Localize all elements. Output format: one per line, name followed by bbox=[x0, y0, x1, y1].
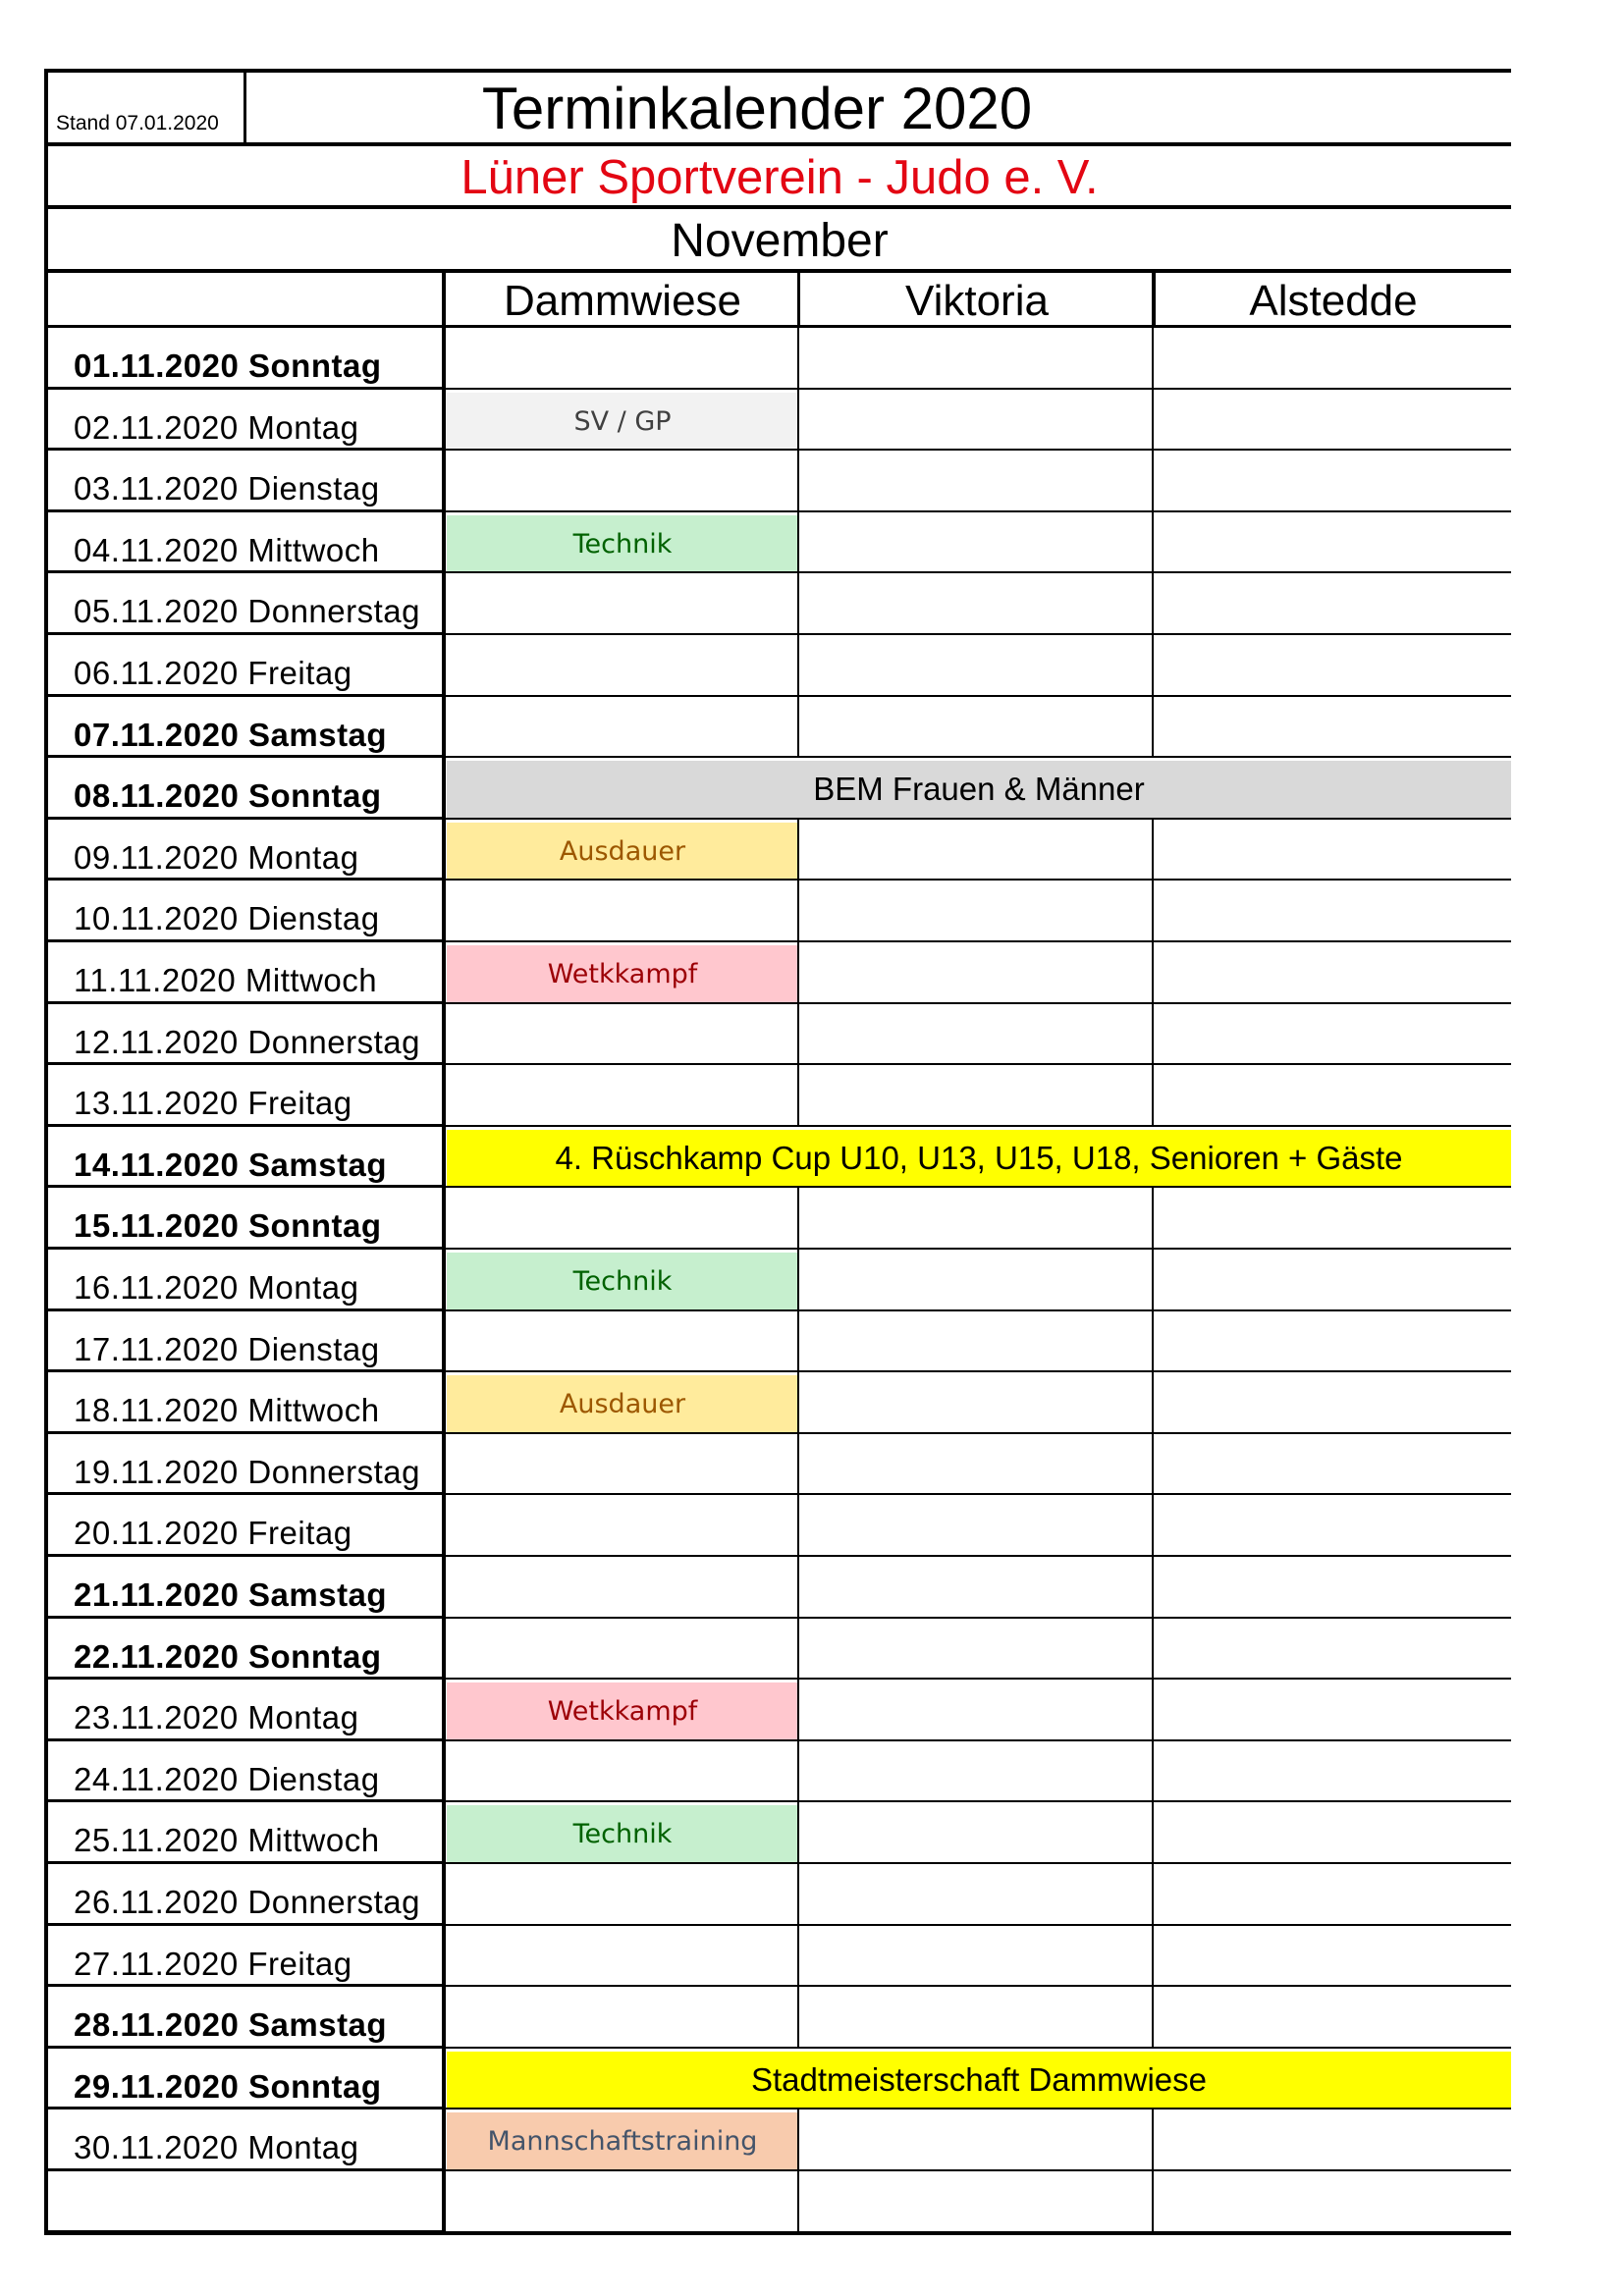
grid-hline bbox=[44, 570, 444, 573]
grid-hline bbox=[44, 1185, 444, 1188]
grid-vline bbox=[1152, 1926, 1154, 1988]
grid-vline bbox=[1152, 1434, 1154, 1496]
day-weekday: Dienstag bbox=[238, 470, 380, 507]
day-weekday: Dienstag bbox=[238, 1330, 380, 1367]
grid-vline bbox=[1152, 1065, 1154, 1127]
grid-vline bbox=[797, 1619, 799, 1681]
day-weekday: Montag bbox=[238, 1699, 359, 1736]
day-date: 27.11.2020 bbox=[74, 1945, 239, 1982]
month-title: November bbox=[671, 215, 889, 267]
grid-hline bbox=[44, 1554, 444, 1557]
day-date: 08.11.2020 bbox=[74, 777, 240, 815]
column-header-alstedde: Alstedde bbox=[1249, 277, 1418, 325]
day-label bbox=[48, 1065, 441, 1126]
day-label bbox=[48, 942, 441, 1003]
day-weekday: Freitag bbox=[238, 1515, 352, 1552]
day-label bbox=[48, 1619, 441, 1680]
grid-vline bbox=[797, 942, 799, 1004]
grid-vline bbox=[1152, 451, 1154, 512]
day-weekday: Donnerstag bbox=[238, 1453, 420, 1490]
day-date: 21.11.2020 bbox=[74, 1576, 240, 1613]
title-row bbox=[44, 69, 1511, 143]
day-weekday: Dienstag bbox=[238, 900, 380, 937]
day-weekday: Donnerstag bbox=[238, 1884, 420, 1920]
grid-vline bbox=[797, 328, 799, 390]
grid-vline bbox=[797, 271, 800, 328]
grid-hline bbox=[44, 2230, 444, 2235]
day-date: 29.11.2020 bbox=[74, 2067, 240, 2105]
grid-vline bbox=[797, 1864, 799, 1926]
day-date: 10.11.2020 bbox=[74, 900, 239, 937]
day-weekday: Donnerstag bbox=[238, 1023, 420, 1060]
event-wettkampf: Wetkkampf bbox=[447, 1682, 798, 1740]
event-technik: Technik bbox=[447, 1805, 798, 1863]
grid-hline bbox=[44, 1738, 444, 1741]
day-label bbox=[48, 1188, 441, 1249]
grid-vline bbox=[442, 271, 446, 2235]
grid-vline bbox=[1152, 1987, 1154, 2049]
grid-hline bbox=[44, 205, 1511, 209]
event-highlight: 4. Rüschkamp Cup U10, U13, U15, U18, Senioren + Gäste bbox=[447, 1130, 1511, 1188]
day-date: 05.11.2020 bbox=[74, 593, 239, 630]
column-header-viktoria: Viktoria bbox=[905, 277, 1049, 325]
grid-hline bbox=[44, 1923, 444, 1926]
day-weekday: Mittwoch bbox=[238, 1392, 380, 1429]
day-date: 03.11.2020 bbox=[74, 470, 239, 507]
day-weekday: Donnerstag bbox=[238, 593, 420, 630]
day-weekday: Sonntag bbox=[239, 347, 382, 384]
grid-hline bbox=[44, 1062, 444, 1065]
grid-hline bbox=[44, 1677, 444, 1680]
day-weekday: Mittwoch bbox=[238, 531, 380, 568]
event-technik: Technik bbox=[447, 1253, 798, 1310]
grid-vline bbox=[1152, 1250, 1154, 1311]
grid-hline bbox=[44, 142, 1511, 146]
day-label bbox=[48, 1127, 441, 1188]
day-label bbox=[48, 881, 441, 941]
day-weekday: Montag bbox=[238, 838, 359, 876]
grid-vline bbox=[1152, 271, 1156, 328]
grid-vline bbox=[797, 390, 799, 452]
grid-hline bbox=[44, 2107, 444, 2109]
grid-hline bbox=[44, 1861, 444, 1864]
day-date: 20.11.2020 bbox=[74, 1515, 239, 1552]
grid-vline bbox=[797, 573, 799, 635]
day-weekday: Samstag bbox=[239, 716, 388, 753]
grid-hline bbox=[44, 1247, 444, 1250]
day-weekday: Montag bbox=[238, 2129, 359, 2166]
grid-vline bbox=[1152, 2171, 1154, 2233]
grid-vline bbox=[1152, 573, 1154, 635]
day-label bbox=[48, 820, 441, 881]
day-date: 24.11.2020 bbox=[74, 1760, 239, 1797]
grid-hline bbox=[44, 2168, 444, 2171]
day-date: 12.11.2020 bbox=[74, 1023, 239, 1060]
grid-vline bbox=[797, 635, 799, 697]
grid-vline bbox=[797, 1741, 799, 1803]
grid-vline bbox=[1152, 820, 1154, 881]
day-label bbox=[48, 1557, 441, 1618]
stand-date: Stand 07.01.2020 bbox=[48, 69, 246, 143]
day-date: 18.11.2020 bbox=[74, 1392, 239, 1429]
grid-hline bbox=[44, 1124, 444, 1127]
grid-hline bbox=[44, 755, 444, 758]
grid-hline bbox=[44, 632, 444, 635]
day-date: 28.11.2020 bbox=[74, 2006, 240, 2044]
grid-vline bbox=[797, 2109, 799, 2171]
day-date: 17.11.2020 bbox=[74, 1330, 239, 1367]
grid-hline bbox=[44, 939, 444, 942]
event-highlight: Stadtmeisterschaft Dammwiese bbox=[447, 2052, 1511, 2109]
grid-hline bbox=[44, 878, 444, 881]
day-label bbox=[48, 635, 441, 696]
grid-hline bbox=[44, 1799, 444, 1802]
grid-vline bbox=[797, 451, 799, 512]
grid-vline bbox=[797, 1926, 799, 1988]
grid-vline bbox=[1152, 1864, 1154, 1926]
day-label bbox=[48, 390, 441, 451]
grid-hline bbox=[44, 1001, 444, 1004]
day-label bbox=[48, 697, 441, 758]
grid-hline bbox=[44, 2046, 444, 2049]
day-label bbox=[48, 1372, 441, 1433]
grid-vline bbox=[1152, 1680, 1154, 1741]
day-label bbox=[48, 1864, 441, 1925]
event-ausdauer: Ausdauer bbox=[447, 1375, 798, 1433]
grid-vline bbox=[1152, 635, 1154, 697]
grid-vline bbox=[797, 1188, 799, 1250]
day-weekday: Sonntag bbox=[239, 1637, 382, 1675]
grid-vline bbox=[1152, 328, 1154, 390]
grid-hline bbox=[44, 1308, 444, 1311]
day-date: 01.11.2020 bbox=[74, 347, 240, 384]
grid-vline bbox=[1152, 881, 1154, 942]
grid-hline bbox=[44, 448, 444, 451]
day-date: 14.11.2020 bbox=[74, 1146, 240, 1183]
event-mannschaft: Mannschaftstraining bbox=[447, 2112, 798, 2170]
day-weekday: Dienstag bbox=[238, 1760, 380, 1797]
club-name: Lüner Sportverein - Judo e. V. bbox=[460, 151, 1099, 204]
day-label bbox=[48, 1741, 441, 1802]
grid-vline bbox=[1152, 942, 1154, 1004]
grid-hline bbox=[44, 1616, 444, 1619]
day-date: 06.11.2020 bbox=[74, 655, 239, 691]
grid-vline bbox=[797, 881, 799, 942]
day-weekday: Mittwoch bbox=[238, 1822, 380, 1859]
grid-hline bbox=[44, 325, 1511, 328]
day-date: 26.11.2020 bbox=[74, 1884, 239, 1920]
day-date: 02.11.2020 bbox=[74, 408, 239, 446]
day-weekday: Samstag bbox=[239, 1576, 388, 1613]
day-date: 15.11.2020 bbox=[74, 1207, 240, 1245]
day-weekday: Freitag bbox=[238, 1085, 352, 1122]
day-date: 30.11.2020 bbox=[74, 2129, 239, 2166]
day-label bbox=[48, 573, 441, 634]
day-label bbox=[48, 2109, 441, 2170]
day-date: 07.11.2020 bbox=[74, 716, 240, 753]
grid-vline bbox=[797, 1065, 799, 1127]
day-weekday: Sonntag bbox=[239, 777, 382, 815]
day-label bbox=[48, 1926, 441, 1987]
day-label bbox=[48, 758, 441, 819]
day-weekday: Samstag bbox=[239, 2006, 388, 2044]
day-label bbox=[48, 451, 441, 511]
grid-vline bbox=[797, 1802, 799, 1864]
page-title: Terminkalender 2020 bbox=[481, 76, 1033, 141]
grid-vline bbox=[1152, 512, 1154, 574]
grid-vline bbox=[797, 1311, 799, 1373]
day-weekday: Sonntag bbox=[239, 1207, 382, 1245]
grid-hline bbox=[44, 1431, 444, 1434]
grid-vline bbox=[1152, 1188, 1154, 1250]
day-label bbox=[48, 1987, 441, 2048]
event-bem: BEM Frauen & Männer bbox=[447, 761, 1511, 819]
grid-hline bbox=[44, 509, 444, 512]
event-wettkampf: Wetkkampf bbox=[447, 945, 798, 1003]
grid-vline bbox=[1152, 1495, 1154, 1557]
grid-vline bbox=[1152, 1802, 1154, 1864]
column-header-dammwiese: Dammwiese bbox=[503, 277, 742, 325]
grid-vline bbox=[797, 820, 799, 881]
day-date: 19.11.2020 bbox=[74, 1453, 239, 1490]
grid-vline bbox=[1152, 390, 1154, 452]
grid-hline bbox=[44, 69, 1511, 73]
grid-vline bbox=[797, 1250, 799, 1311]
day-weekday: Sonntag bbox=[239, 2067, 382, 2105]
grid-hline bbox=[44, 1984, 444, 1987]
grid-vline bbox=[1152, 2109, 1154, 2171]
grid-vline bbox=[797, 697, 799, 759]
day-weekday: Montag bbox=[238, 1269, 359, 1306]
day-label bbox=[48, 1434, 441, 1495]
grid-vline bbox=[797, 1372, 799, 1434]
day-label bbox=[48, 1495, 441, 1556]
grid-vline bbox=[797, 512, 799, 574]
day-label bbox=[48, 1250, 441, 1310]
grid-vline bbox=[1152, 1741, 1154, 1803]
day-label bbox=[48, 1004, 441, 1065]
event-technik: Technik bbox=[447, 515, 798, 573]
day-label bbox=[48, 1311, 441, 1372]
grid-vline bbox=[797, 1495, 799, 1557]
day-label bbox=[48, 328, 441, 389]
grid-vline bbox=[797, 1004, 799, 1066]
day-date: 25.11.2020 bbox=[74, 1822, 239, 1859]
day-date: 04.11.2020 bbox=[74, 531, 239, 568]
grid-vline bbox=[1152, 697, 1154, 759]
grid-vline bbox=[1152, 1619, 1154, 1681]
event-ausdauer: Ausdauer bbox=[447, 823, 798, 881]
day-weekday: Freitag bbox=[238, 1945, 352, 1982]
day-label bbox=[48, 512, 441, 573]
day-weekday: Mittwoch bbox=[236, 962, 378, 998]
day-label bbox=[48, 1680, 441, 1740]
day-weekday: Freitag bbox=[238, 655, 352, 691]
grid-vline bbox=[797, 2171, 799, 2233]
grid-vline bbox=[797, 1557, 799, 1619]
day-date: 11.11.2020 bbox=[74, 962, 237, 998]
grid-vline bbox=[1152, 1372, 1154, 1434]
grid-hline bbox=[44, 694, 444, 697]
day-date: 13.11.2020 bbox=[74, 1085, 239, 1122]
grid-hline bbox=[44, 269, 1511, 273]
day-date: 09.11.2020 bbox=[74, 838, 239, 876]
grid-vline bbox=[1152, 1311, 1154, 1373]
grid-hline bbox=[44, 387, 444, 390]
grid-hline bbox=[44, 817, 444, 820]
grid-vline bbox=[1152, 1004, 1154, 1066]
day-label bbox=[48, 1802, 441, 1863]
day-label bbox=[48, 2049, 441, 2109]
day-date: 22.11.2020 bbox=[74, 1637, 240, 1675]
day-weekday: Montag bbox=[238, 408, 359, 446]
event-sv-gp: SV / GP bbox=[447, 393, 798, 451]
grid-vline bbox=[797, 1680, 799, 1741]
grid-hline bbox=[44, 1369, 444, 1372]
grid-vline bbox=[797, 1987, 799, 2049]
grid-vline bbox=[44, 69, 48, 2235]
day-date: 23.11.2020 bbox=[74, 1699, 239, 1736]
grid-hline bbox=[44, 1492, 444, 1495]
day-weekday: Samstag bbox=[239, 1146, 388, 1183]
grid-vline bbox=[797, 1434, 799, 1496]
grid-vline bbox=[1152, 1557, 1154, 1619]
day-date: 16.11.2020 bbox=[74, 1269, 239, 1306]
